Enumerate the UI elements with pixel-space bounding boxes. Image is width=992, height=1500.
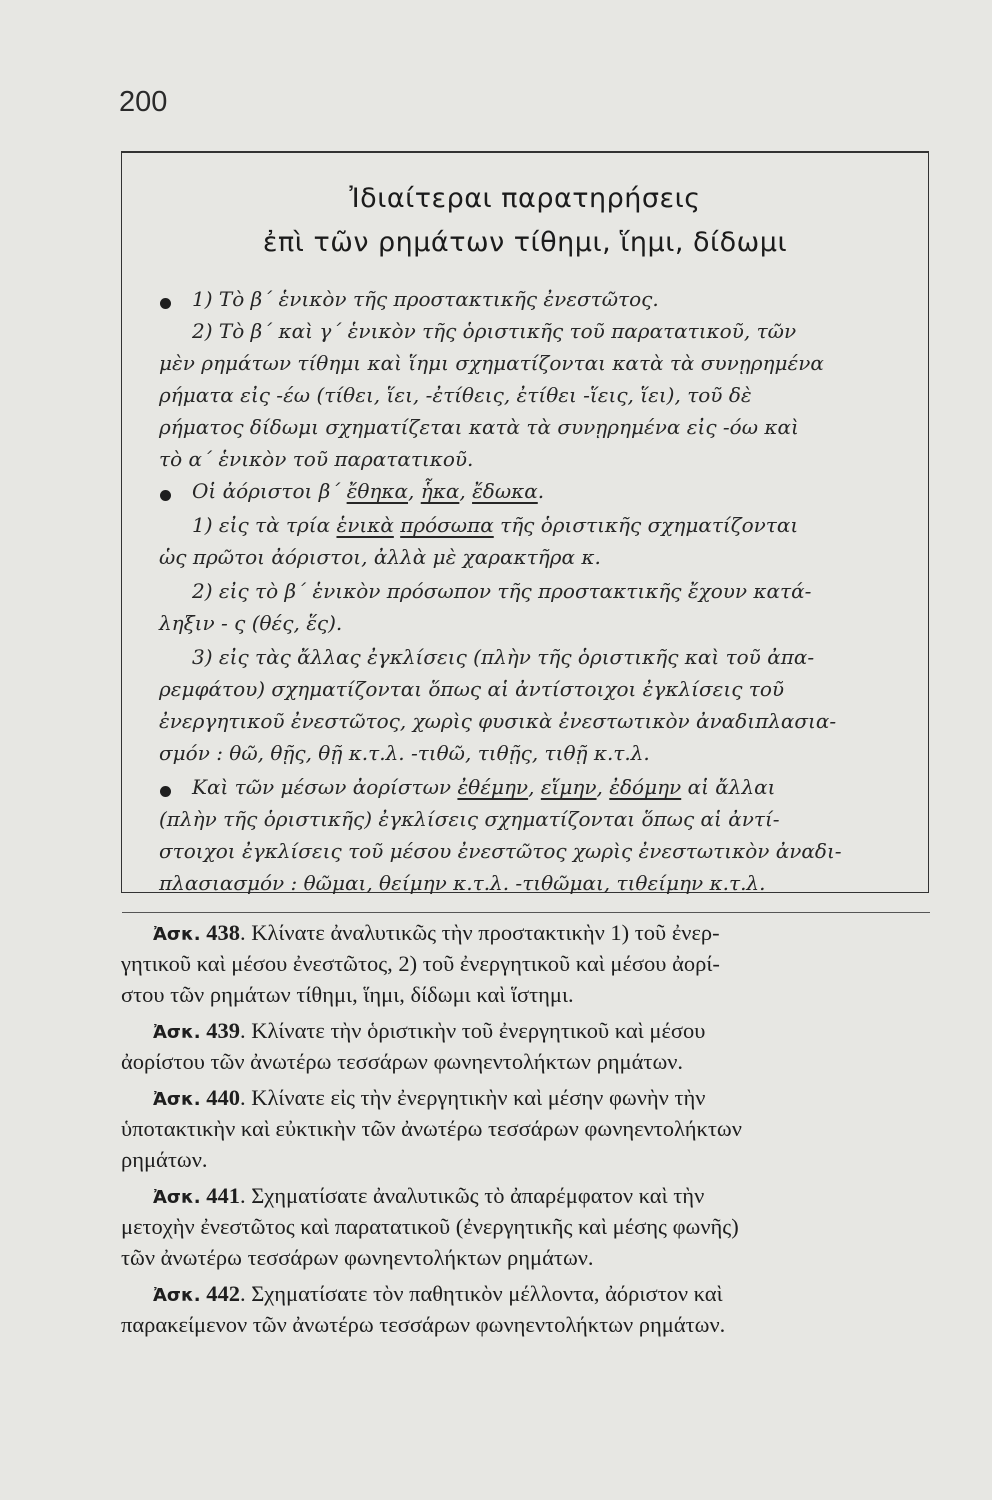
exercise-number: 438 <box>206 920 240 945</box>
aorist-heading: Οἱ ἀόριστοι β΄ ἔθηκα, ἧκα, ἔδωκα. <box>192 479 545 503</box>
aorist-rule-1-pre: 1) εἰς τὰ τρία <box>192 513 331 537</box>
exercise-line: Ἀσκ. 442. Σχηματίσατε τὸν παθητικὸν μέλλοντα, ἀόριστον καὶ <box>153 1281 723 1306</box>
box-title: Ἰδιαίτεραι παρατηρήσεις <box>349 183 701 214</box>
exercise-text: Κλίνατε τὴν ὁριστικὴν τοῦ ἐνεργητικοῦ καὶ μέσου <box>251 1018 706 1043</box>
aorist-rule-3-line: ρεμφάτου) σχηματίζονται ὅπως αἱ ἀντίστοιχοι ἐγκλίσεις τοῦ <box>159 677 785 701</box>
aorist-rule-1-post: τῆς ὁριστικῆς σχηματίζονται <box>500 513 799 537</box>
exercise-line: γητικοῦ καὶ μέσου ἐνεστῶτος, 2) τοῦ ἐνεργητικοῦ καὶ μέσου ἀορί- <box>121 951 720 976</box>
aorist-rule-1-line: ὡς πρῶτοι ἀόριστοι, ἀλλὰ μὲ χαρακτῆρα κ. <box>159 545 601 569</box>
exercise-line: στου τῶν ρημάτων τίθημι, ἵημι, δίδωμι καὶ ἵστημι. <box>121 982 574 1007</box>
exercise-line: ἀορίστου τῶν ἀνωτέρω τεσσάρων φωνηεντολήκτων ρημάτων. <box>121 1049 684 1074</box>
aorist-form: ἔθηκα <box>346 479 409 503</box>
aorist-rule-3-line: ἐνεργητικοῦ ἐνεστῶτος, χωρὶς φυσικὰ ἐνεστωτικὸν ἀναδιπλασια- <box>159 709 837 733</box>
bullet-icon <box>160 786 171 797</box>
exercise-line: Ἀσκ. 440. Κλίνατε εἰς τὴν ἐνεργητικὴν καὶ μέσην φωνὴν τὴν <box>153 1085 706 1110</box>
middle-form: ἐδόμην <box>609 775 682 799</box>
note-2-line: ρήματος δίδωμι σχηματίζεται κατὰ τὰ συνῃρημένα εἰς -όω καὶ <box>159 415 799 439</box>
aorist-rule-3-line: 3) εἰς τὰς ἄλλας ἐγκλίσεις (πλὴν τῆς ὁριστικῆς καὶ τοῦ ἀπα- <box>192 645 815 669</box>
aorist-rule-1-underlined: ἑνικὰ <box>336 513 394 537</box>
exercise-text: Σχηματίσατε ἀναλυτικῶς τὸ ἀπαρέμφατον καὶ τὴν <box>251 1183 705 1208</box>
exercise-text: Κλίνατε ἀναλυτικῶς τὴν προστακτικὴν 1) τοῦ ἐνερ- <box>251 920 720 945</box>
exercise-line: Ἀσκ. 441. Σχηματίσατε ἀναλυτικῶς τὸ ἀπαρέμφατον καὶ τὴν <box>153 1183 705 1208</box>
note-1: 1) Τὸ β΄ ἑνικὸν τῆς προστακτικῆς ἐνεστῶτος. <box>192 287 659 311</box>
middle-line: πλασιασμόν : θῶμαι, θείμην κ.τ.λ. -τιθῶμαι, τιθείμην κ.τ.λ. <box>159 871 766 895</box>
exercise-number: 439 <box>206 1018 240 1043</box>
bullet-icon <box>160 490 171 501</box>
middle-heading: Καὶ τῶν μέσων ἀορίστων ἐθέμην, εἵμην, ἐδόμην αἱ ἄλλαι <box>192 775 776 799</box>
exercise-label: Ἀσκ. <box>153 924 201 945</box>
note-2-line: τὸ α΄ ἑνικὸν τοῦ παρατατικοῦ. <box>159 447 474 471</box>
bullet-icon <box>160 298 171 309</box>
divider <box>122 912 930 913</box>
middle-line: (πλὴν τῆς ὁριστικῆς) ἐγκλίσεις σχηματίζονται ὅπως αἱ ἀντί- <box>159 807 780 831</box>
aorist-rule-1-underlined: πρόσωπα <box>400 513 494 537</box>
exercise-line: ρημάτων. <box>121 1147 208 1172</box>
exercise-label: Ἀσκ. <box>153 1089 201 1110</box>
middle-line: στοιχοι ἐγκλίσεις τοῦ μέσου ἐνεστῶτος χωρὶς ἐνεστωτικὸν ἀναδι- <box>159 839 842 863</box>
exercise-line: παρακείμενον τῶν ἀνωτέρω τεσσάρων φωνηεντολήκτων ρημάτων. <box>121 1312 726 1337</box>
aorist-prefix: Οἱ ἀόριστοι β΄ <box>192 479 341 503</box>
exercise-text: Σχηματίσατε τὸν παθητικὸν μέλλοντα, ἀόριστον καὶ <box>251 1281 723 1306</box>
middle-suffix: αἱ ἄλλαι <box>687 775 776 799</box>
aorist-form: ἔδωκα <box>472 479 538 503</box>
middle-prefix: Καὶ τῶν μέσων ἀορίστων <box>192 775 452 799</box>
exercise-text: Κλίνατε εἰς τὴν ἐνεργητικὴν καὶ μέσην φωνὴν τὴν <box>251 1085 706 1110</box>
exercise-line: ὑποτακτικὴν καὶ εὐκτικὴν τῶν ἀνωτέρω τεσσάρων φωνηεντολήκτων <box>121 1116 742 1141</box>
middle-form: ἐθέμην <box>457 775 529 799</box>
exercise-line: Ἀσκ. 439. Κλίνατε τὴν ὁριστικὴν τοῦ ἐνεργητικοῦ καὶ μέσου <box>153 1018 706 1043</box>
exercise-label: Ἀσκ. <box>153 1187 201 1208</box>
aorist-rule-2-line: ληξιν - ς (θές, ἕς). <box>159 611 343 635</box>
aorist-rule-3-line: σμόν : θῶ, θῇς, θῇ κ.τ.λ. -τιθῶ, τιθῇς, τιθῇ κ.τ.λ. <box>159 741 650 765</box>
page-number: 200 <box>119 86 168 118</box>
exercise-line: μετοχὴν ἐνεστῶτος καὶ παρατατικοῦ (ἐνεργητικῆς καὶ μέσης φωνῆς) <box>121 1214 739 1239</box>
exercise-label: Ἀσκ. <box>153 1285 201 1306</box>
notes-box <box>121 151 929 893</box>
exercise-label: Ἀσκ. <box>153 1022 201 1043</box>
aorist-rule-2-line: 2) εἰς τὸ β΄ ἑνικὸν πρόσωπον τῆς προστακτικῆς ἔχουν κατά- <box>192 579 812 603</box>
middle-form: εἵμην <box>540 775 597 799</box>
exercise-number: 441 <box>206 1183 240 1208</box>
exercise-line: Ἀσκ. 438. Κλίνατε ἀναλυτικῶς τὴν προστακτικὴν 1) τοῦ ἐνερ- <box>153 920 720 945</box>
aorist-rule-1 <box>192 513 798 537</box>
exercise-line: τῶν ἀνωτέρω τεσσάρων φωνηεντολήκτων ρημάτων. <box>121 1245 594 1270</box>
note-2-line: 2) Τὸ β΄ καὶ γ΄ ἑνικὸν τῆς ὁριστικῆς τοῦ παρατατικοῦ, τῶν <box>192 319 797 343</box>
note-2-line: μὲν ρημάτων τίθημι καὶ ἵημι σχηματίζονται κατὰ τὰ συνῃρημένα <box>159 351 824 375</box>
note-2-line: ρήματα εἰς -έω (τίθει, ἵει, -ἐτίθεις, ἐτίθει -ἵεις, ἵει), τοῦ δὲ <box>159 383 752 407</box>
exercise-number: 442 <box>206 1281 240 1306</box>
box-subtitle: ἐπὶ τῶν ρημάτων τίθημι, ἵημι, δίδωμι <box>262 227 788 258</box>
exercise-number: 440 <box>206 1085 240 1110</box>
aorist-form: ἧκα <box>420 479 460 503</box>
